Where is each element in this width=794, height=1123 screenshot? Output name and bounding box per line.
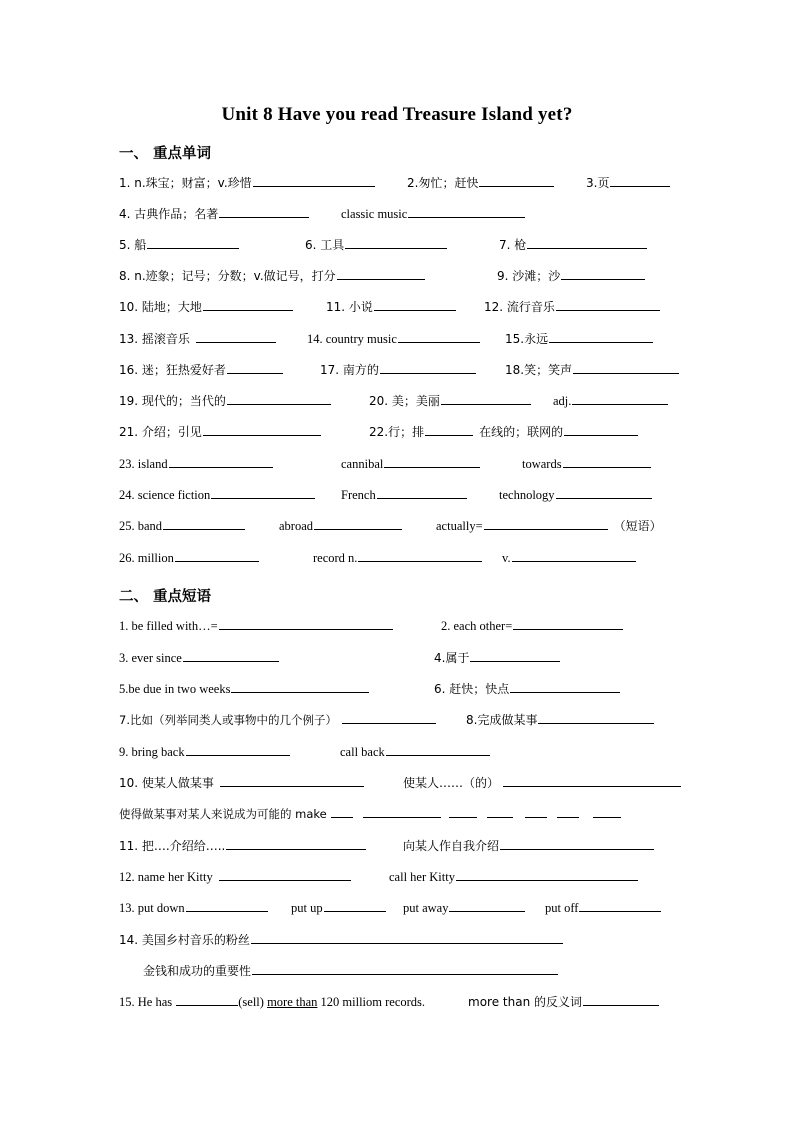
answer-blank[interactable] <box>573 360 679 374</box>
word-item-11: 11. 小说 <box>326 300 373 314</box>
phrase-item-1: 1. be filled with…= <box>119 619 218 633</box>
word-item-12: 12. 流行音乐 <box>484 300 555 314</box>
word-item-17: 17. 南方的 <box>320 363 379 377</box>
word-item-2: 2.匆忙；赶快 <box>407 176 479 190</box>
answer-blank[interactable] <box>314 516 402 530</box>
answer-blank[interactable] <box>513 616 623 630</box>
phrase-item-13b: put up <box>291 901 323 915</box>
answer-blank[interactable] <box>183 648 279 662</box>
word-item-23: 23. island <box>119 457 168 471</box>
answer-blank[interactable] <box>527 235 647 249</box>
phrase-item-10c: 使得做某事对某人来说成为可能的 make <box>119 807 327 821</box>
answer-blank[interactable] <box>384 454 480 468</box>
answer-blank[interactable] <box>556 485 652 499</box>
answer-blank[interactable] <box>408 204 525 218</box>
word-item-23c: towards <box>522 457 562 471</box>
phrase-item-11b: 向某人作自我介绍 <box>403 839 500 853</box>
answer-blank[interactable] <box>324 898 386 912</box>
phrase-item-14b: 金钱和成功的重要性 <box>143 964 252 978</box>
answer-blank[interactable] <box>398 329 480 343</box>
word-item-9: 9. 沙滩；沙 <box>497 269 561 283</box>
word-item-6: 6. 工具 <box>305 238 345 252</box>
answer-blank[interactable] <box>380 360 476 374</box>
answer-blank[interactable] <box>525 804 547 818</box>
phrase-item-15e: more than 的反义词 <box>468 995 582 1009</box>
answer-blank[interactable] <box>386 742 490 756</box>
answer-blank[interactable] <box>231 679 369 693</box>
phrase-item-15d: 120 milliom records. <box>317 995 426 1009</box>
word-item-7: 7. 枪 <box>499 238 527 252</box>
phrase-row-2 <box>119 648 679 668</box>
answer-blank[interactable] <box>579 898 661 912</box>
word-item-13: 13. 摇滚音乐 <box>119 332 190 346</box>
answer-blank[interactable] <box>374 297 456 311</box>
answer-blank[interactable] <box>337 266 425 280</box>
phrase-item-5: 5.be due in two weeks <box>119 682 231 696</box>
answer-blank[interactable] <box>227 391 331 405</box>
word-item-22b: 在线的；联网的 <box>479 425 564 439</box>
answer-blank[interactable] <box>512 548 636 562</box>
word-item-3: 3.页 <box>586 176 610 190</box>
answer-blank[interactable] <box>203 422 321 436</box>
phrase-row-10 <box>119 898 679 918</box>
answer-blank[interactable] <box>456 867 638 881</box>
answer-blank[interactable] <box>252 961 558 975</box>
answer-blank[interactable] <box>563 454 651 468</box>
word-item-23b: cannibal <box>341 457 384 471</box>
answer-blank[interactable] <box>377 485 467 499</box>
word-row-10 <box>119 454 679 474</box>
word-item-4: 4. 古典作品；名著 <box>119 207 219 221</box>
word-item-20: 20. 美；美丽 <box>369 394 440 408</box>
answer-blank[interactable] <box>345 235 447 249</box>
answer-blank[interactable] <box>186 898 268 912</box>
phrase-item-9: 9. bring back <box>119 745 185 759</box>
word-item-26c: v. <box>502 551 511 565</box>
word-item-25: 25. band <box>119 519 163 533</box>
phrase-row-7 <box>119 804 679 824</box>
word-item-8: 8. n.迹象；记号；分数；v.做记号，打分 <box>119 269 336 283</box>
answer-blank[interactable] <box>219 204 309 218</box>
answer-blank[interactable] <box>500 836 654 850</box>
answer-blank[interactable] <box>331 804 353 818</box>
answer-blank[interactable] <box>203 297 293 311</box>
word-item-4b: classic music <box>341 207 408 221</box>
answer-blank[interactable] <box>470 648 560 662</box>
phrase-row-11 <box>119 930 679 950</box>
phrase-item-12b: call her Kitty <box>389 870 455 884</box>
answer-blank[interactable] <box>556 297 660 311</box>
word-item-21: 21. 介绍；引见 <box>119 425 202 439</box>
word-item-14: 14. country music <box>307 332 397 346</box>
phrase-row-6 <box>119 773 679 793</box>
word-item-26: 26. million <box>119 551 174 565</box>
word-row-13 <box>119 548 679 568</box>
word-row-7 <box>119 360 679 380</box>
word-item-24: 24. science fiction <box>119 488 211 502</box>
word-row-4 <box>119 266 679 286</box>
word-item-10: 10. 陆地；大地 <box>119 300 202 314</box>
word-item-20b: adj. <box>553 394 572 408</box>
word-item-5: 5. 船 <box>119 238 147 252</box>
phrase-row-5 <box>119 742 679 762</box>
word-item-15: 15.永远 <box>505 332 549 346</box>
answer-blank[interactable] <box>487 804 513 818</box>
word-row-12 <box>119 516 679 536</box>
phrase-item-9b: call back <box>340 745 385 759</box>
word-row-11 <box>119 485 679 505</box>
word-item-1: 1. n.珠宝；财富；v.珍惜 <box>119 176 252 190</box>
phrase-item-13: 13. put down <box>119 901 185 915</box>
answer-blank[interactable] <box>163 516 245 530</box>
answer-blank[interactable] <box>175 548 259 562</box>
answer-blank[interactable] <box>484 516 608 530</box>
word-item-24c: technology <box>499 488 555 502</box>
phrase-row-8 <box>119 836 679 856</box>
answer-blank[interactable] <box>510 679 620 693</box>
phrase-item-13c: put away <box>403 901 449 915</box>
answer-blank[interactable] <box>227 360 283 374</box>
section-heading-words: 一、 重点单词 <box>119 146 212 162</box>
answer-blank[interactable] <box>169 454 273 468</box>
phrase-item-10b: 使某人……（的） <box>403 776 500 790</box>
answer-blank[interactable] <box>363 804 441 818</box>
word-item-25d: （短语） <box>613 519 662 533</box>
word-row-5 <box>119 297 679 317</box>
phrase-item-7: 7.比如（列举同类人或事物中的几个例子） <box>119 713 337 727</box>
phrase-item-8: 8.完成做某事 <box>466 713 538 727</box>
word-row-1 <box>119 173 679 193</box>
answer-blank[interactable] <box>211 485 315 499</box>
answer-blank[interactable] <box>226 836 366 850</box>
answer-blank[interactable] <box>186 742 290 756</box>
word-item-24b: French <box>341 488 376 502</box>
answer-blank[interactable] <box>593 804 621 818</box>
word-item-26b: record n. <box>313 551 358 565</box>
answer-blank[interactable] <box>561 266 645 280</box>
phrase-item-15b: (sell) <box>238 995 268 1009</box>
phrase-item-12: 12. name her Kitty <box>119 870 213 884</box>
phrase-row-1 <box>119 616 679 636</box>
word-item-16: 16. 迷；狂热爱好者 <box>119 363 226 377</box>
answer-blank[interactable] <box>549 329 653 343</box>
answer-blank[interactable] <box>564 422 638 436</box>
answer-blank[interactable] <box>253 173 375 187</box>
answer-blank[interactable] <box>583 992 659 1006</box>
answer-blank[interactable] <box>219 616 393 630</box>
answer-blank[interactable] <box>358 548 482 562</box>
phrase-row-4 <box>119 710 679 730</box>
word-item-18: 18.笑；笑声 <box>505 363 573 377</box>
phrase-item-6: 6. 赶快；快点 <box>434 682 510 696</box>
answer-blank[interactable] <box>503 773 681 787</box>
word-row-8 <box>119 391 679 411</box>
word-item-22: 22.行；排 <box>369 425 425 439</box>
answer-blank[interactable] <box>176 992 238 1006</box>
answer-blank[interactable] <box>538 710 654 724</box>
phrase-item-3: 3. ever since <box>119 651 182 665</box>
phrase-item-10: 10. 使某人做某事 <box>119 776 214 790</box>
phrase-item-15a: 15. He has <box>119 995 176 1009</box>
phrase-item-15c: more than <box>267 995 318 1009</box>
phrase-item-11: 11. 把….介绍给….. <box>119 839 226 853</box>
answer-blank[interactable] <box>219 867 351 881</box>
answer-blank[interactable] <box>147 235 239 249</box>
answer-blank[interactable] <box>572 391 668 405</box>
word-row-6 <box>119 329 679 349</box>
section-heading-phrases: 二、 重点短语 <box>119 589 212 605</box>
page-title: Unit 8 Have you read Treasure Island yet? <box>221 104 573 125</box>
answer-blank[interactable] <box>441 391 531 405</box>
phrase-item-4: 4.属于 <box>434 651 470 665</box>
phrase-row-9 <box>119 867 679 887</box>
phrase-row-12 <box>119 961 679 981</box>
phrase-row-13 <box>119 992 679 1012</box>
answer-blank[interactable] <box>449 804 477 818</box>
word-row-3 <box>119 235 679 255</box>
answer-blank[interactable] <box>479 173 554 187</box>
word-row-9 <box>119 422 679 442</box>
word-row-2 <box>119 204 679 224</box>
answer-blank[interactable] <box>610 173 670 187</box>
answer-blank[interactable] <box>251 930 563 944</box>
answer-blank[interactable] <box>449 898 525 912</box>
answer-blank[interactable] <box>196 329 276 343</box>
word-item-25c: actually= <box>436 519 483 533</box>
word-item-19: 19. 现代的；当代的 <box>119 394 226 408</box>
phrase-item-14: 14. 美国乡村音乐的粉丝 <box>119 933 250 947</box>
answer-blank[interactable] <box>557 804 579 818</box>
answer-blank[interactable] <box>425 422 473 436</box>
phrase-row-3 <box>119 679 679 699</box>
answer-blank[interactable] <box>220 773 364 787</box>
phrase-item-2: 2. each other= <box>441 619 513 633</box>
answer-blank[interactable] <box>342 710 436 724</box>
word-item-25b: abroad <box>279 519 314 533</box>
phrase-item-13d: put off <box>545 901 579 915</box>
